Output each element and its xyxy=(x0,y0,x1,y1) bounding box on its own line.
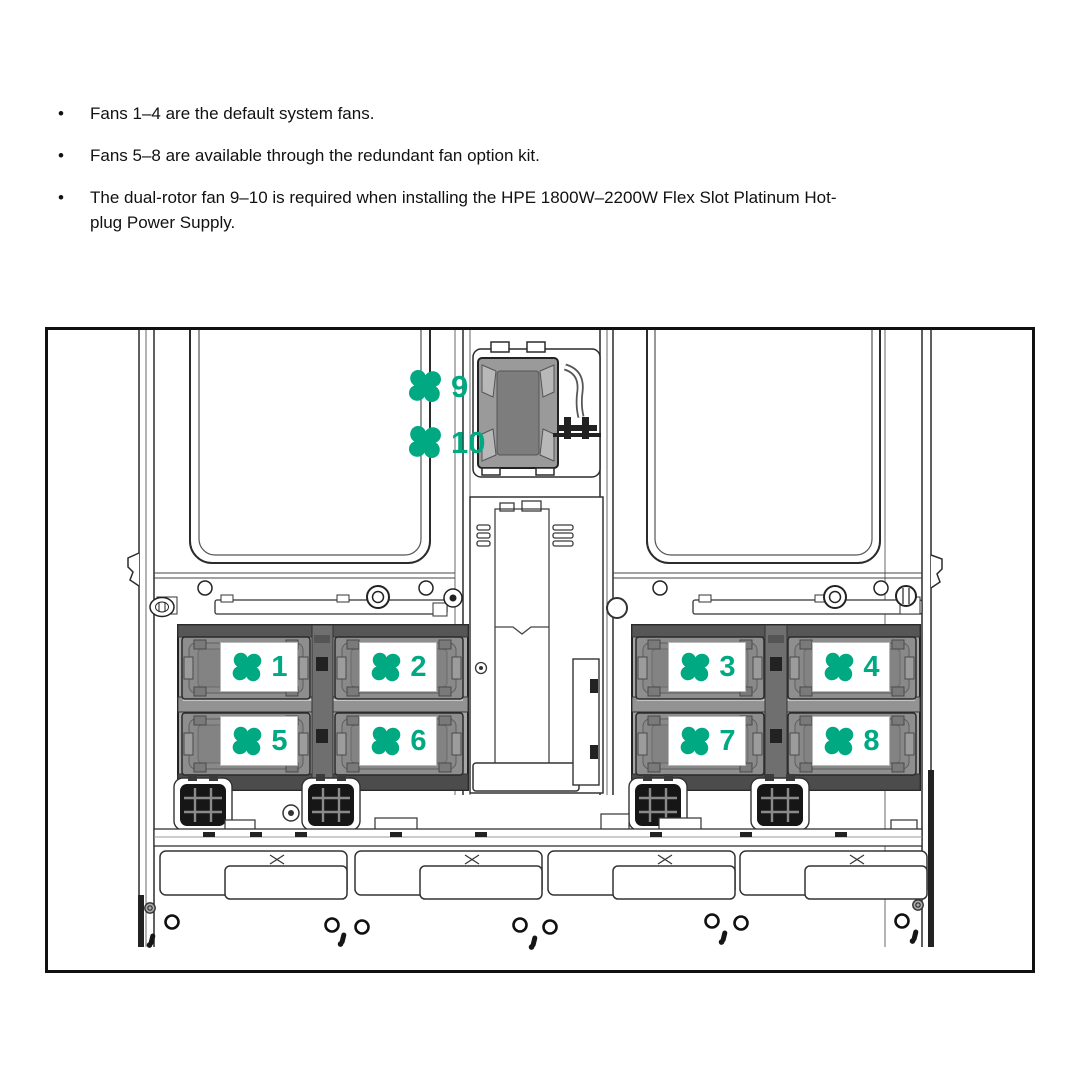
bullet-line: Fans 5–8 are available through the redundant fan option kit. xyxy=(90,146,540,165)
bottom-screw-holes xyxy=(145,900,923,951)
fan-callout-9 xyxy=(406,367,468,405)
chassis-diagram-figure xyxy=(45,327,1035,973)
fan-label-7 xyxy=(668,716,746,766)
fan-icon xyxy=(678,724,712,758)
list-item xyxy=(58,143,1053,168)
bullet-list xyxy=(58,101,1053,252)
fan-label-2 xyxy=(359,642,437,692)
fan-number: 6 xyxy=(410,724,427,757)
list-item xyxy=(58,185,1053,235)
fan-callout-10 xyxy=(406,423,485,461)
bullet-marker: • xyxy=(58,104,64,123)
bullet-marker: • xyxy=(58,188,64,207)
fan-label-4 xyxy=(812,642,890,692)
fan-label-1 xyxy=(220,642,298,692)
fan-number: 2 xyxy=(410,650,427,683)
fan-icon xyxy=(230,724,264,758)
fan-number: 9 xyxy=(451,368,469,404)
fan-icon xyxy=(822,650,856,684)
bullet-marker: • xyxy=(58,146,64,165)
bullet-line: The dual-rotor fan 9–10 is required when installing the HPE 1800W–2200W Flex Slot Platinum Hot- xyxy=(90,188,837,207)
fan-label-3 xyxy=(668,642,746,692)
dual-rotor-fan-module xyxy=(473,342,601,477)
fan-label-5 xyxy=(220,716,298,766)
fan-icon xyxy=(406,367,444,405)
fan-number: 5 xyxy=(271,724,288,757)
fan-icon xyxy=(678,650,712,684)
fan-icon xyxy=(369,724,403,758)
fan-number: 3 xyxy=(719,650,736,683)
bullet-text xyxy=(90,185,837,235)
bullet-line: plug Power Supply. xyxy=(90,213,236,232)
bullet-line: Fans 1–4 are the default system fans. xyxy=(90,104,375,123)
list-item xyxy=(58,101,1053,126)
fan-number: 10 xyxy=(451,424,486,460)
fan-icon xyxy=(230,650,264,684)
fan-number: 1 xyxy=(271,650,288,683)
fan-icon xyxy=(406,423,444,461)
bottom-bays xyxy=(160,851,927,899)
fan-icon xyxy=(369,650,403,684)
fan-icon xyxy=(822,724,856,758)
fan-number: 8 xyxy=(863,724,880,757)
fan-number: 7 xyxy=(719,724,736,757)
center-riser-column xyxy=(470,497,627,793)
fan-number: 4 xyxy=(863,650,880,683)
bullet-text xyxy=(90,101,374,126)
fan-label-6 xyxy=(359,716,437,766)
fan-label-8 xyxy=(812,716,890,766)
bullet-text xyxy=(90,143,540,168)
